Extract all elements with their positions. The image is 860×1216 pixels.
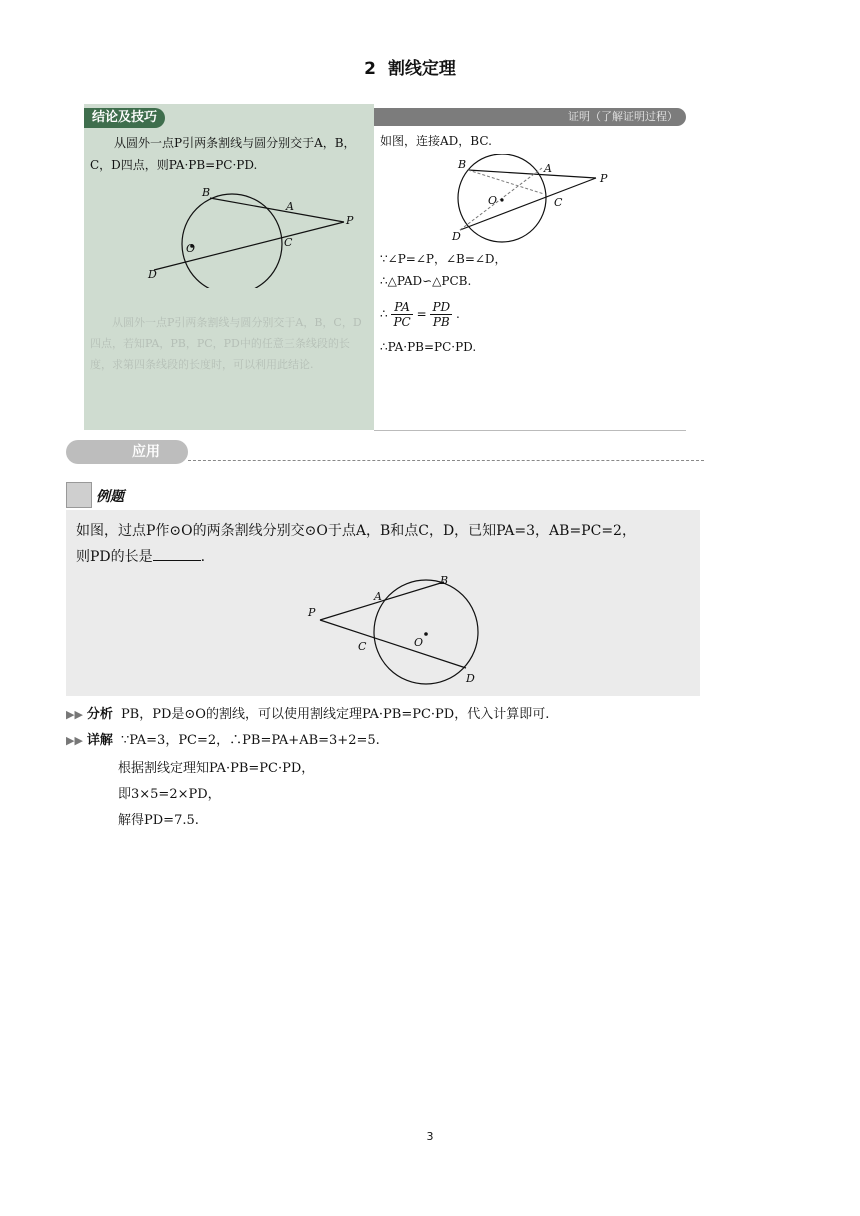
proof-step2: ∴△PAD∽△PCB. [380,274,472,288]
label-C: C [284,236,293,249]
step3-suffix: . [455,307,460,321]
proof-figure [446,154,646,244]
frac1-den: PC [393,315,411,329]
frac2-num: PD [432,300,451,314]
solution-section [66,728,380,754]
label-D: D [452,230,461,243]
frac2-den: PB [432,315,450,329]
proof-panel [374,104,686,431]
label-B: B [202,188,211,199]
label-A: A [286,200,294,213]
analysis-label: 分析 [86,707,113,722]
label-D: D [466,672,475,685]
example-tag [66,482,146,508]
example-label: 例题 [96,489,124,505]
example-line1: 如图，过点P作⊙O的两条割线分别交⊙O于点A，B和点C，D，已知PA=3，AB=PC=2， [76,523,636,539]
label-O: O [186,242,196,255]
notepad-icon [66,482,92,508]
answer-blank [153,546,201,561]
conclusion-figure [134,188,364,288]
double-arrow-icon: ▶▶ [66,708,83,721]
title-text: 割线定理 [387,59,456,79]
conclusion-tag: 结论及技巧 [84,108,165,128]
proof-step3 [380,300,460,329]
title-number: 2 [364,59,376,79]
label-C: C [554,196,563,209]
label-A: A [374,590,382,603]
fraction-pd-pb [430,300,452,329]
page-number: 3 [426,1130,434,1143]
label-A: A [544,162,552,175]
proof-step4: ∴PA·PB=PC·PD. [380,340,477,354]
proof-intro: 如图，连接AD，BC. [380,134,492,148]
example-line2 [76,544,700,570]
solution-line1: ∵PA=3，PC=2，∴PB=PA+AB=3+2=5. [120,733,380,748]
label-C: C [358,640,367,653]
application-banner [66,440,188,464]
label-O: O [414,636,424,649]
label-D: D [148,268,157,281]
label-O: O [488,194,498,207]
proof-bar: 证明（了解证明过程） [374,108,686,126]
conclusion-panel [84,104,376,430]
step3-prefix: ∴ [380,307,388,321]
application-label: 应用 [132,444,160,460]
label-P: P [346,214,354,227]
label-P: P [600,172,608,185]
example-line2-prefix: 则PD的长是 [76,549,153,565]
solution-line2: 根据割线定理知PA·PB=PC·PD， [118,761,315,776]
proof-step1: ∵∠P=∠P，∠B=∠D， [380,252,507,266]
example-box [66,510,700,696]
example-line2-suffix: . [200,549,206,565]
label-B: B [458,158,467,171]
page-title [0,54,820,79]
label-B: B [440,574,449,587]
analysis-section [66,702,549,728]
label-P: P [308,606,316,619]
conclusion-statement: 从圆外一点P引两条割线与圆分别交于A，B，C，D四点，则PA·PB=PC·PD. [90,136,356,172]
example-text [76,518,700,570]
equals-sign: = [416,307,427,321]
fraction-pa-pc [391,300,412,329]
double-arrow-icon: ▶▶ [66,734,83,747]
analysis-text: PB，PD是⊙O的割线，可以使用割线定理PA·PB=PC·PD，代入计算即可. [120,707,550,722]
solution-line4: 解得PD=7.5. [118,813,199,828]
conclusion-faded-note: 从圆外一点P引两条割线与圆分别交于A，B，C，D四点，若知PA，PB，PC，PD中的任意三条线段的长度，求第四条线段的长度时，可以利用此结论. [90,316,362,371]
frac1-num: PA [391,300,412,315]
example-figure [302,574,502,696]
solution-label: 详解 [86,733,113,748]
application-divider [188,460,704,461]
solution-line3: 即3×5=2×PD， [118,787,221,802]
